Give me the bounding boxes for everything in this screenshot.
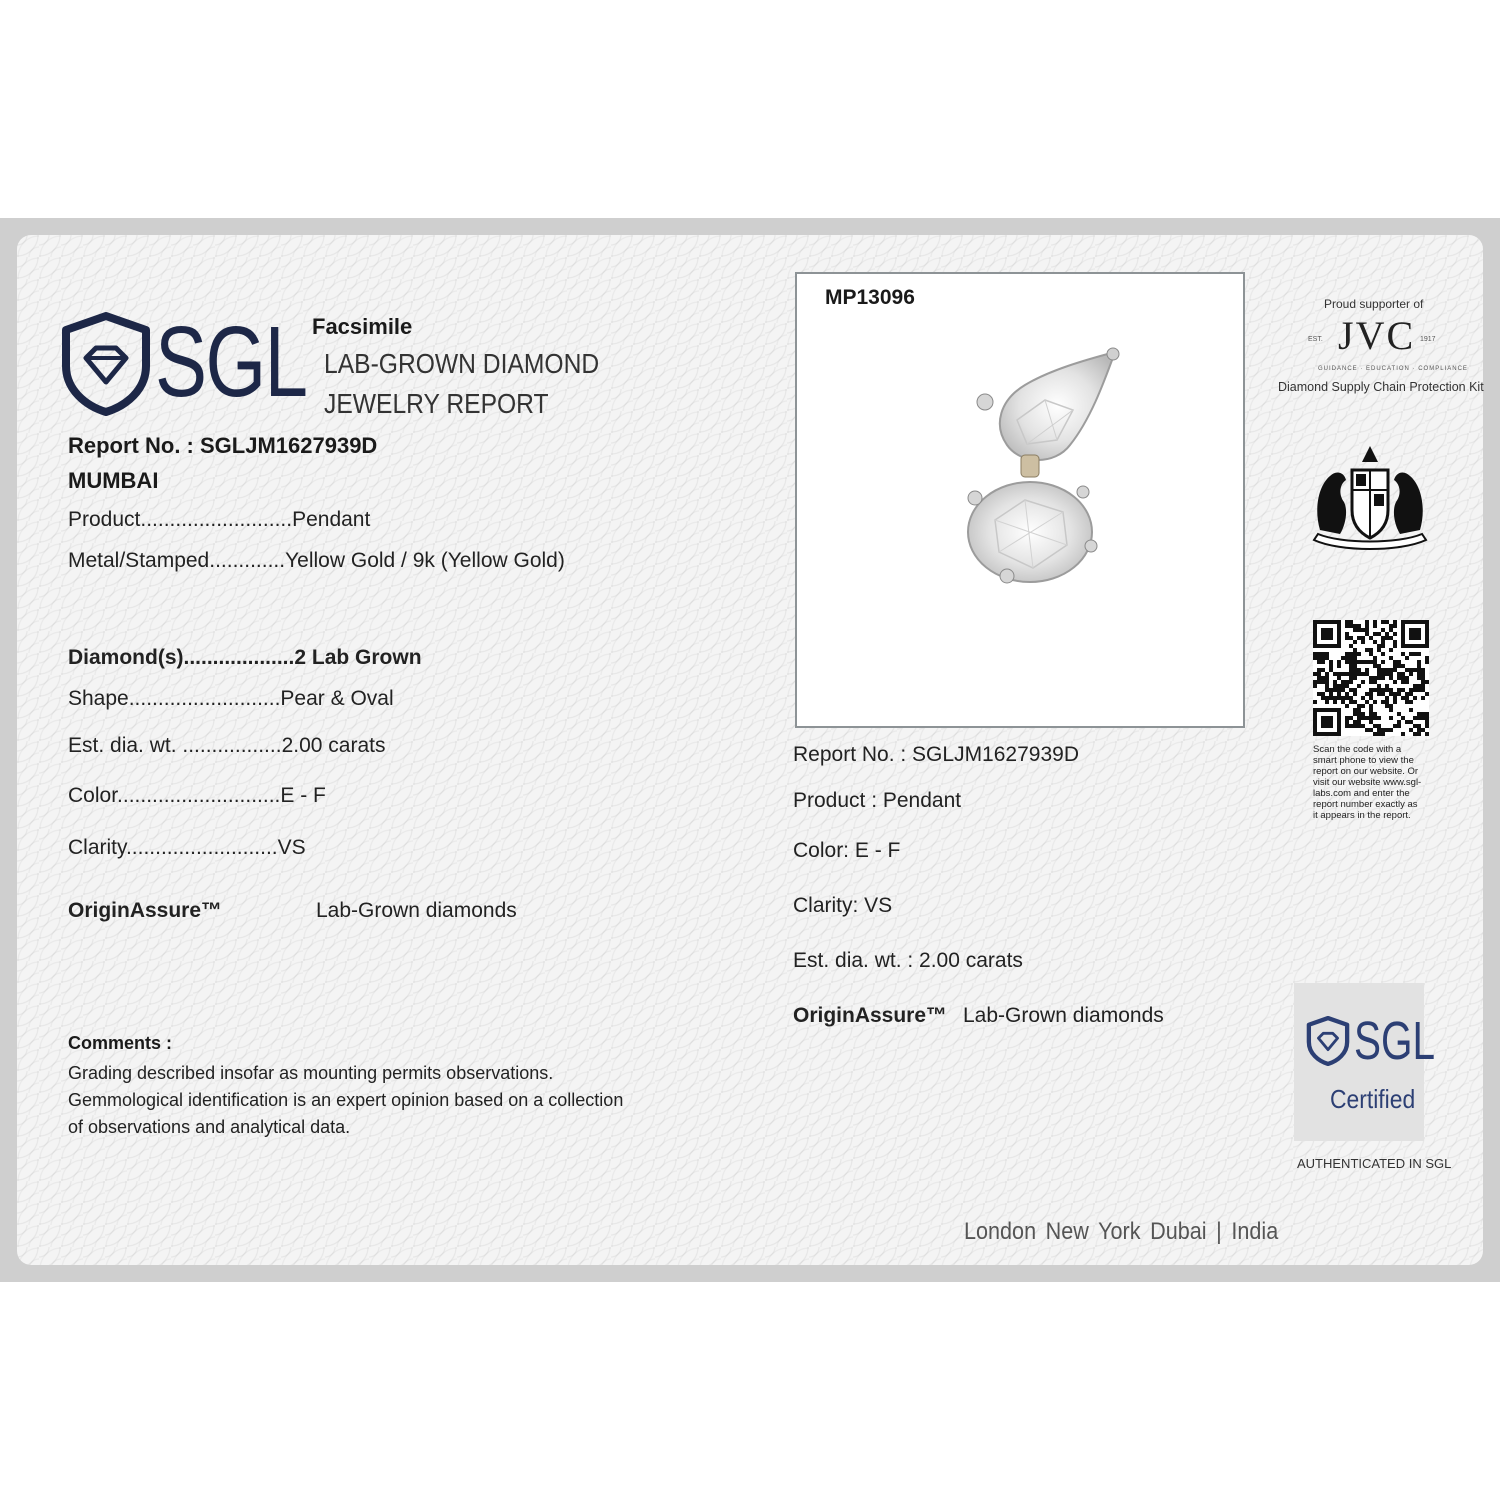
- comments-text: Grading described insofar as mounting permits observations. Gemmological identification is an expert opinion based on a collection of observations and analytical data.: [68, 1063, 624, 1137]
- badge-certified-label: Certified: [1330, 1084, 1416, 1114]
- qr-instructions: Scan the code with a smart phone to view the report on our website. Or visit our website www.sgl-labs.com and enter the report number exactly as it appears in the report.: [1313, 744, 1422, 821]
- clarity-value: VS: [277, 836, 306, 859]
- detail-row-diamonds: [68, 646, 422, 670]
- sgl-shield-logo-icon: [60, 312, 152, 416]
- jvc-supporter-text: Proud supporter of: [1324, 297, 1424, 311]
- coat-of-arms-icon: [1300, 440, 1440, 560]
- comments-heading: Comments :: [68, 1033, 173, 1053]
- diamonds-value: 2 Lab Grown: [294, 646, 422, 669]
- detail-row-shape: [68, 687, 394, 711]
- qr-code-icon[interactable]: [1313, 620, 1429, 736]
- badge-brand: SGL: [1354, 1011, 1436, 1071]
- clarity-label: Clarity..........................: [68, 836, 278, 859]
- weight-value: 2.00 carats: [281, 734, 386, 757]
- detail-row-clarity: [68, 836, 306, 860]
- jvc-tagline: GUIDANCE · EDUCATION · COMPLIANCE: [1318, 366, 1468, 372]
- pendant-image: [955, 340, 1125, 590]
- detail-row-product: [68, 508, 370, 532]
- item-code: MP13096: [825, 286, 915, 309]
- shape-value: Pear & Oval: [280, 687, 394, 710]
- jvc-kit-text: Diamond Supply Chain Protection Kit: [1278, 380, 1484, 394]
- summary-clarity: Clarity: VS: [793, 894, 893, 917]
- jvc-logo: JVC: [1338, 313, 1416, 358]
- badge-shield-icon: [1306, 1016, 1350, 1066]
- facsimile-label: Facsimile: [312, 314, 413, 339]
- jvc-year: 1917: [1420, 336, 1436, 343]
- summary-product: Product : Pendant: [793, 789, 962, 812]
- report-title: [324, 344, 599, 424]
- report-number: Report No. : SGLJM1627939D: [68, 433, 378, 458]
- shape-label: Shape..........................: [68, 687, 281, 710]
- detail-row-color: [68, 784, 326, 808]
- footer-cities: London New York Dubai | India: [964, 1218, 1279, 1245]
- product-value: Pendant: [292, 508, 371, 531]
- origin-value: Lab-Grown diamonds: [316, 899, 517, 922]
- report-city: MUMBAI: [68, 468, 159, 493]
- authenticated-label: AUTHENTICATED IN SGL: [1297, 1156, 1452, 1171]
- summary-origin-label: OriginAssure™: [793, 1004, 948, 1027]
- metal-value: Yellow Gold / 9k (Yellow Gold): [285, 549, 565, 572]
- summary-weight: Est. dia. wt. : 2.00 carats: [793, 949, 1023, 972]
- sgl-logo-text: SGL: [155, 306, 307, 418]
- jvc-est-label: EST.: [1308, 336, 1323, 343]
- report-title-line1: LAB-GROWN DIAMOND: [324, 348, 600, 379]
- color-value: E - F: [280, 784, 326, 807]
- detail-row-metal: [68, 549, 565, 573]
- detail-row-weight: [68, 734, 385, 758]
- summary-report-number: Report No. : SGLJM1627939D: [793, 743, 1079, 766]
- report-title-line2: JEWELRY REPORT: [324, 388, 549, 419]
- diamonds-label: Diamond(s)...................: [68, 646, 295, 669]
- color-label: Color............................: [68, 784, 281, 807]
- product-label: Product..........................: [68, 508, 293, 531]
- metal-label: Metal/Stamped.............: [68, 549, 286, 572]
- weight-label: Est. dia. wt. .................: [68, 734, 282, 757]
- summary-origin-value: Lab-Grown diamonds: [963, 1004, 1164, 1027]
- summary-color: Color: E - F: [793, 839, 901, 862]
- origin-label: OriginAssure™: [68, 899, 223, 922]
